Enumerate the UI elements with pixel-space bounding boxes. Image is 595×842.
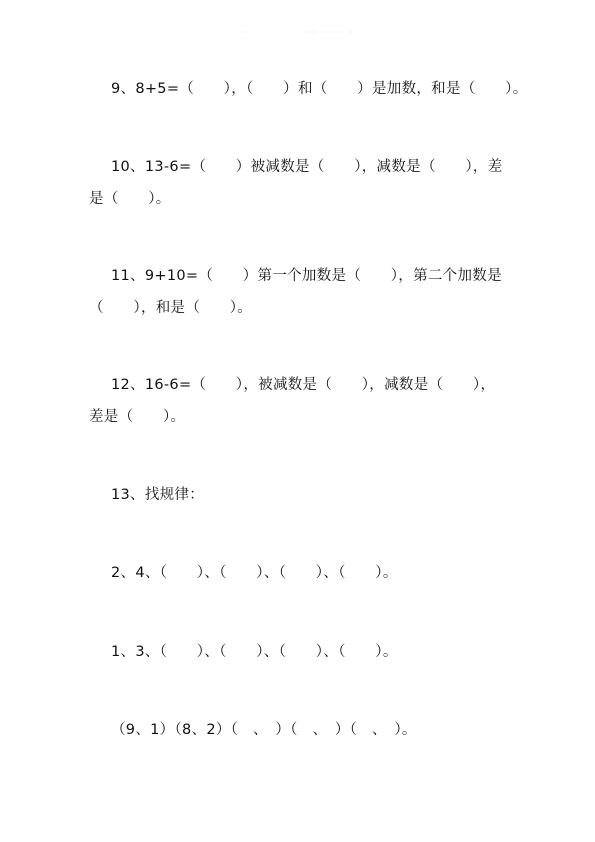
problem-10-line-2: 是（ ）。: [89, 191, 171, 207]
problem-10-line-1: 10、13-6=（ ）被减数是（ ），减数是（ ），差: [111, 159, 503, 175]
problem-12-line-2: 差是（ ）。: [89, 409, 186, 425]
problem-13-heading: 13、找规律：: [111, 487, 205, 503]
pattern-pairs: （9、1）（8、2）（ 、 ）（ 、 ）（ 、 ）。: [111, 722, 417, 738]
faint-header-text: ·· · · · · · ····· ···· ··· ··: [242, 28, 353, 37]
problem-12-line-1: 12、16-6=（ ），被减数是（ ），减数是（ ），: [111, 377, 496, 393]
problem-9-line-1: 9、8+5=（ ），（ ）和（ ）是加数，和是（ ）。: [111, 81, 528, 97]
pattern-sequence-1: 2、4、（ ）、（ ）、（ ）、（ ）。: [111, 565, 398, 581]
pattern-sequence-2: 1、3、（ ）、（ ）、（ ）、（ ）。: [111, 644, 398, 660]
problem-11-line-1: 11、9+10=（ ）第一个加数是（ ），第二个加数是: [111, 268, 502, 284]
problem-11-line-2: （ ），和是（ ）。: [89, 300, 253, 316]
